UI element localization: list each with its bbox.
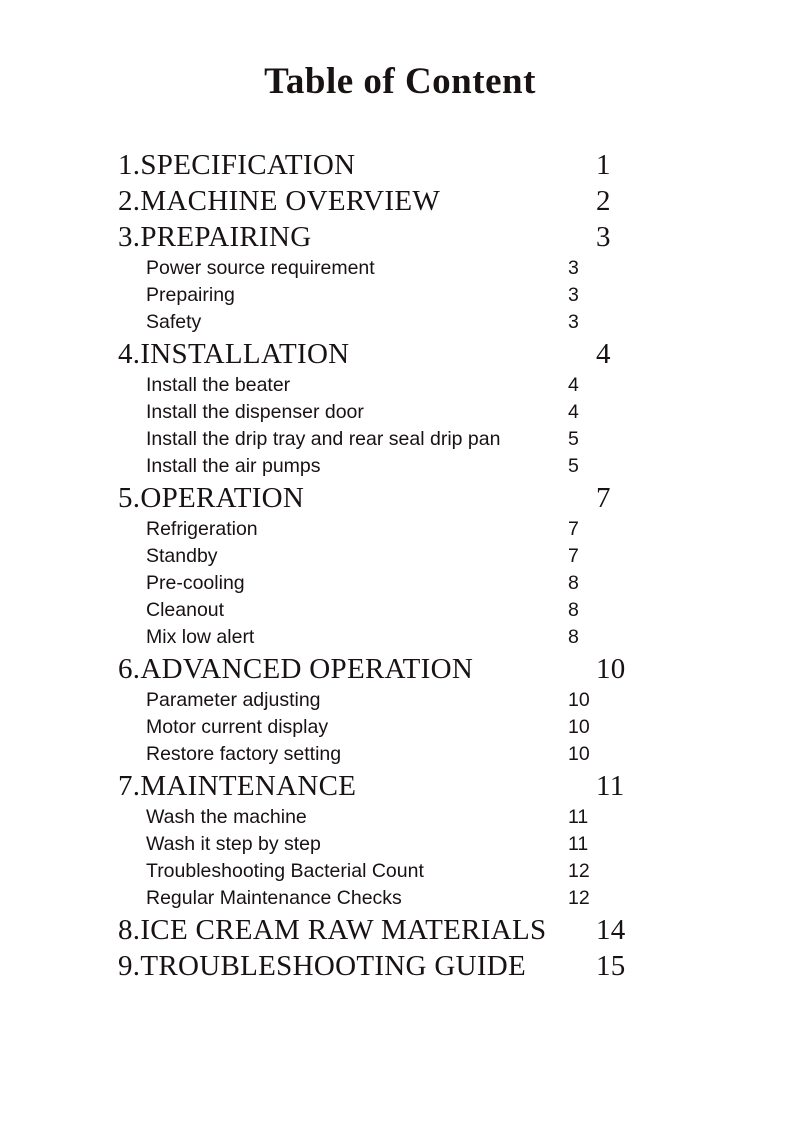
toc-entry-page: 11 bbox=[596, 770, 625, 802]
toc-entry-label: 7.MAINTENANCE bbox=[118, 770, 357, 802]
toc-entry-page: 10 bbox=[596, 653, 626, 685]
toc-entry bbox=[118, 858, 680, 885]
toc-entry-label: Motor current display bbox=[146, 716, 329, 738]
toc-entry-label: 2.MACHINE OVERVIEW bbox=[118, 185, 441, 217]
toc-entry bbox=[118, 714, 680, 741]
toc-entry-page: 5 bbox=[568, 428, 579, 450]
toc-entry bbox=[118, 624, 680, 651]
toc-entry-page: 10 bbox=[568, 743, 590, 765]
toc-entry bbox=[118, 219, 680, 255]
toc-entry bbox=[118, 741, 680, 768]
toc-entry-page: 8 bbox=[568, 572, 579, 594]
toc-entry bbox=[118, 948, 680, 984]
toc-entry-label: Regular Maintenance Checks bbox=[146, 887, 402, 909]
toc-entry-label: Troubleshooting Bacterial Count bbox=[146, 860, 424, 882]
toc-entry-label: Pre-cooling bbox=[146, 572, 245, 594]
toc-entry bbox=[118, 570, 680, 597]
toc-entry bbox=[118, 597, 680, 624]
toc-entry bbox=[118, 183, 680, 219]
toc-entry bbox=[118, 831, 680, 858]
toc-entry-page: 7 bbox=[596, 482, 611, 514]
toc-entry-page: 4 bbox=[596, 338, 611, 370]
toc-entry-page: 3 bbox=[568, 311, 579, 333]
toc-entry-page: 10 bbox=[568, 716, 590, 738]
toc-entry bbox=[118, 912, 680, 948]
toc-entry-page: 7 bbox=[568, 518, 579, 540]
toc-list bbox=[118, 147, 680, 984]
toc-entry-label: Wash the machine bbox=[146, 806, 307, 828]
toc-entry-page: 12 bbox=[568, 860, 590, 882]
toc-entry bbox=[118, 651, 680, 687]
toc-entry bbox=[118, 336, 680, 372]
toc-entry-page: 1 bbox=[596, 149, 611, 181]
toc-entry bbox=[118, 372, 680, 399]
toc-entry bbox=[118, 768, 680, 804]
toc-entry-page: 11 bbox=[568, 806, 589, 828]
toc-entry-label: Install the air pumps bbox=[146, 455, 321, 477]
toc-entry-page: 5 bbox=[568, 455, 579, 477]
toc-entry bbox=[118, 426, 680, 453]
toc-entry-label: 5.OPERATION bbox=[118, 482, 305, 514]
toc-entry-page: 3 bbox=[568, 284, 579, 306]
toc-entry-page: 4 bbox=[568, 401, 579, 423]
toc-entry bbox=[118, 516, 680, 543]
toc-entry-label: Install the drip tray and rear seal drip pan bbox=[146, 428, 501, 450]
toc-entry-label: Prepairing bbox=[146, 284, 235, 306]
toc-entry bbox=[118, 255, 680, 282]
toc-entry bbox=[118, 480, 680, 516]
toc-entry-page: 2 bbox=[596, 185, 611, 217]
toc-entry-label: Mix low alert bbox=[146, 626, 255, 648]
toc-entry-page: 3 bbox=[568, 257, 579, 279]
toc-entry-label: Install the dispenser door bbox=[146, 401, 364, 423]
toc-entry-label: Refrigeration bbox=[146, 518, 258, 540]
toc-entry bbox=[118, 885, 680, 912]
toc-entry-page: 10 bbox=[568, 689, 590, 711]
toc-entry-label: Parameter adjusting bbox=[146, 689, 321, 711]
toc-entry-page: 11 bbox=[568, 833, 589, 855]
toc-entry-label: 6.ADVANCED OPERATION bbox=[118, 653, 474, 685]
toc-entry-page: 7 bbox=[568, 545, 579, 567]
toc-entry-page: 8 bbox=[568, 599, 579, 621]
toc-entry bbox=[118, 453, 680, 480]
page-title: Table of Content bbox=[264, 61, 536, 102]
toc-entry-label: 4.INSTALLATION bbox=[118, 338, 350, 370]
toc-entry-label: 9.TROUBLESHOOTING GUIDE bbox=[118, 950, 527, 982]
toc-entry-label: Safety bbox=[146, 311, 202, 333]
toc-entry bbox=[118, 687, 680, 714]
toc-entry-page: 14 bbox=[596, 914, 626, 946]
toc-entry bbox=[118, 282, 680, 309]
toc-entry-label: 1.SPECIFICATION bbox=[118, 149, 356, 181]
toc-entry-label: Install the beater bbox=[146, 374, 291, 396]
toc-entry bbox=[118, 804, 680, 831]
toc-entry-page: 4 bbox=[568, 374, 579, 396]
toc-entry bbox=[118, 147, 680, 183]
toc-entry bbox=[118, 543, 680, 570]
toc-entry-label: Power source requirement bbox=[146, 257, 375, 279]
toc-entry-label: Cleanout bbox=[146, 599, 225, 621]
toc-entry-page: 8 bbox=[568, 626, 579, 648]
toc-entry bbox=[118, 309, 680, 336]
toc-entry-page: 3 bbox=[596, 221, 611, 253]
toc-entry-label: Standby bbox=[146, 545, 218, 567]
toc-entry-page: 12 bbox=[568, 887, 590, 909]
toc-entry-label: 3.PREPAIRING bbox=[118, 221, 312, 253]
toc-entry-page: 15 bbox=[596, 950, 626, 982]
toc-entry bbox=[118, 399, 680, 426]
toc-entry-label: Wash it step by step bbox=[146, 833, 321, 855]
toc-entry-label: Restore factory setting bbox=[146, 743, 342, 765]
toc-entry-label: 8.ICE CREAM RAW MATERIALS bbox=[118, 914, 547, 946]
